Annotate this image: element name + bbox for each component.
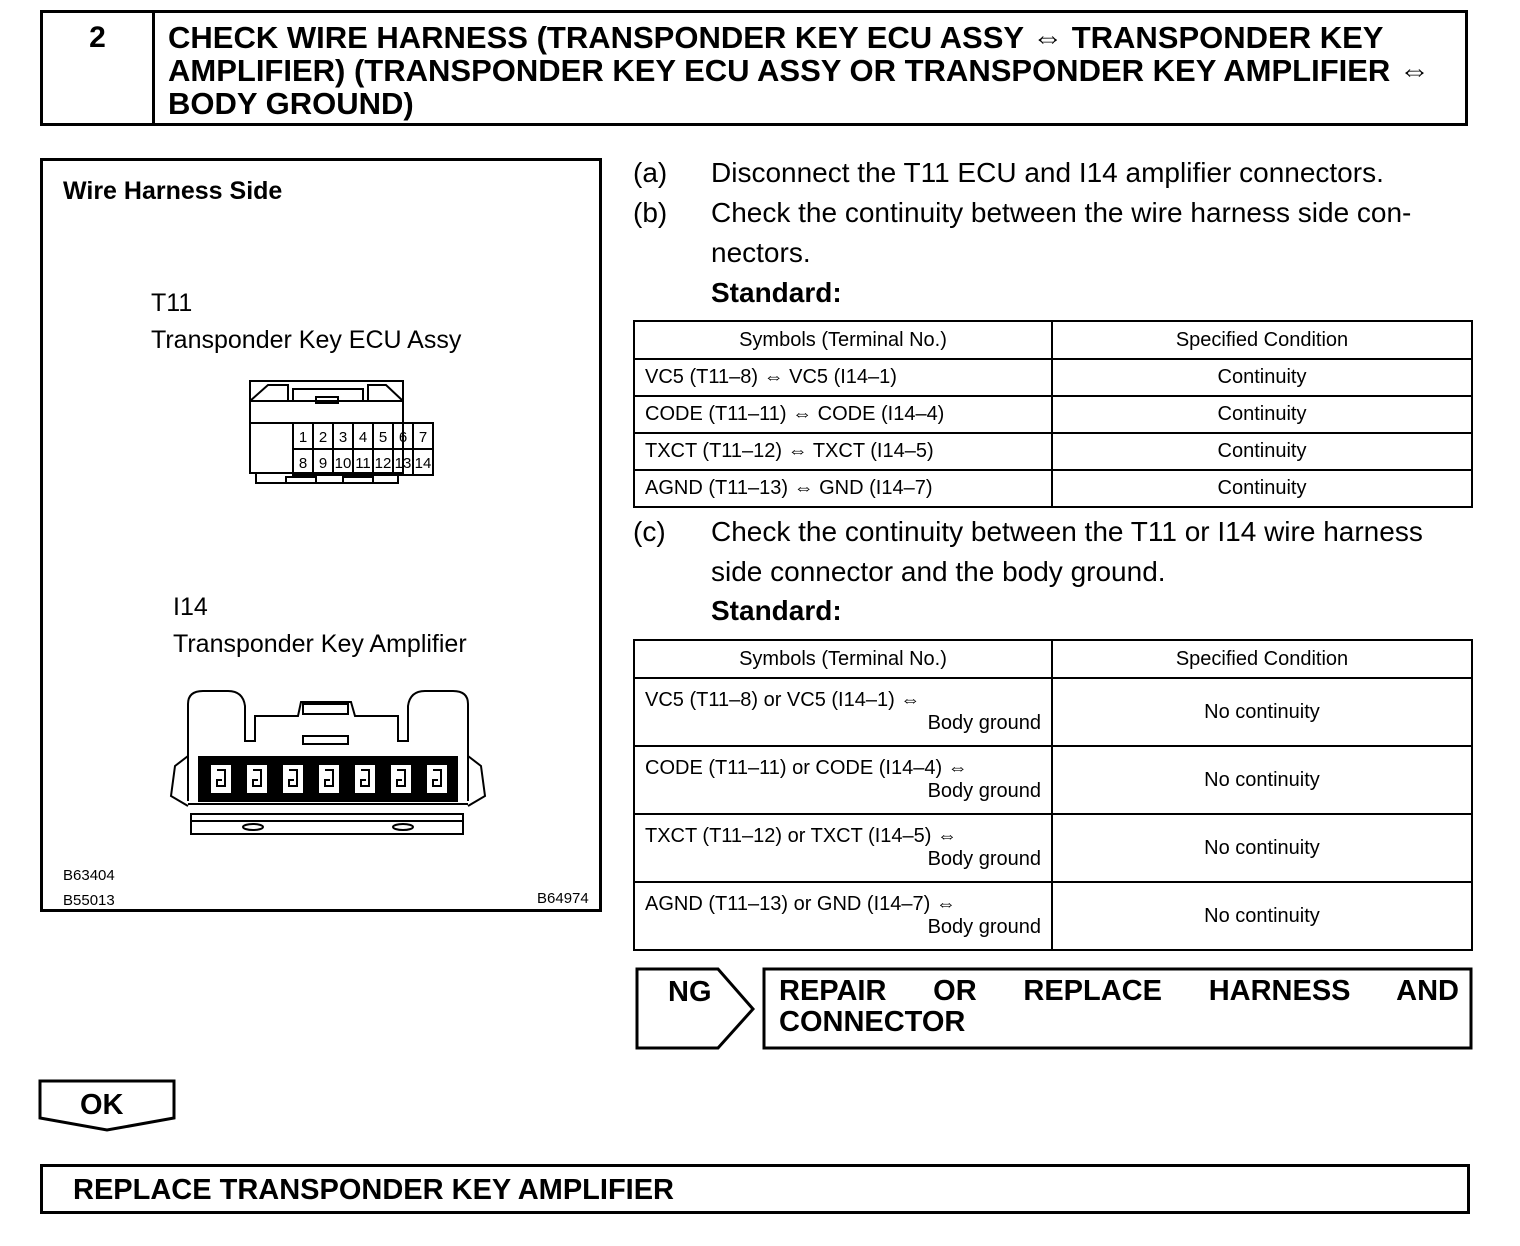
table-row (634, 359, 1472, 396)
table1-condition: Continuity (1052, 470, 1472, 507)
t11-pin-label: 9 (318, 455, 328, 472)
table-row (634, 396, 1472, 433)
t11-pin-label: 1 (298, 429, 308, 446)
ok-label: OK (80, 1089, 124, 1121)
table2-ground: Body ground (927, 848, 1041, 870)
step-b-line2: nectors. (711, 237, 811, 268)
table2-condition: No continuity (1052, 746, 1472, 814)
connector2-id: I14 (173, 593, 208, 621)
table1-symbol: CODE (T11–11) ⇔ CODE (I14–4) (634, 396, 1052, 433)
step-a-letter: (a) (633, 157, 668, 188)
step-a-text: Disconnect the T11 ECU and I14 amplifier connectors. (711, 157, 1384, 188)
ng-label: NG (668, 976, 712, 1008)
table1-symbol: VC5 (T11–8) ⇔ VC5 (I14–1) (634, 359, 1052, 396)
t11-pin-label: 7 (418, 429, 428, 446)
table1-condition: Continuity (1052, 359, 1472, 396)
table2-header-symbols: Symbols (Terminal No.) (634, 640, 1052, 678)
ng-action-text: REPAIR OR REPLACE HARNESS AND CONNECTOR (779, 975, 1459, 1038)
table2-symbol: AGND (T11–13) or GND (I14–7) ⇔ (645, 893, 956, 915)
table2-condition: No continuity (1052, 814, 1472, 882)
step-c-line1: Check the continuity between the T11 or I14 wire harness (711, 516, 1423, 547)
final-action-box (40, 1164, 1470, 1214)
t11-connector-diagram (238, 373, 432, 498)
table2-ground: Body ground (927, 780, 1041, 802)
figure-title: Wire Harness Side (63, 177, 283, 205)
table2-ground: Body ground (927, 916, 1041, 938)
table1-header-condition: Specified Condition (1052, 321, 1472, 359)
t11-pin-label: 14 (414, 455, 432, 472)
table-row (634, 470, 1472, 507)
table2-condition: No continuity (1052, 678, 1472, 746)
table-row (634, 746, 1472, 814)
step-c-line2: side connector and the body ground. (711, 556, 1166, 587)
table-row (634, 678, 1472, 746)
step-title: CHECK WIRE HARNESS (TRANSPONDER KEY ECU ASSY ⇔ TRANSPONDER KEY AMPLIFIER) (TRANSPONDER KEY ECU ASSY OR TRANSPONDER KEY AMPLIFIER ⇔ BODY GROUND) (168, 20, 1430, 121)
figure-code-3: B64974 (537, 890, 589, 907)
body-ground-spec-table (633, 639, 1473, 951)
table-row (634, 882, 1472, 950)
connector1-id: T11 (151, 289, 193, 317)
table-row (634, 814, 1472, 882)
table2-ground: Body ground (927, 712, 1041, 734)
t11-pin-label: 11 (355, 455, 371, 472)
table1-symbol: TXCT (T11–12) ⇔ TXCT (I14–5) (634, 433, 1052, 470)
wire-harness-figure (40, 158, 602, 912)
standard-label-1: Standard: (711, 277, 842, 308)
t11-pin-label: 6 (398, 429, 408, 446)
t11-pin-label: 3 (338, 429, 348, 446)
table1-condition: Continuity (1052, 396, 1472, 433)
table-row (634, 433, 1472, 470)
table1-symbol: AGND (T11–13) ⇔ GND (I14–7) (634, 470, 1052, 507)
t11-pin-label: 12 (374, 455, 392, 472)
step-b-letter: (b) (633, 197, 668, 228)
step-header (40, 10, 1468, 126)
connector2-name: Transponder Key Amplifier (173, 630, 467, 658)
table2-symbol: VC5 (T11–8) or VC5 (I14–1) ⇔ (645, 689, 921, 711)
table1-condition: Continuity (1052, 433, 1472, 470)
table2-symbol: CODE (T11–11) or CODE (I14–4) ⇔ (645, 757, 968, 779)
table2-condition: No continuity (1052, 882, 1472, 950)
final-action-text: REPLACE TRANSPONDER KEY AMPLIFIER (73, 1174, 674, 1206)
step-c-letter: (c) (633, 516, 666, 547)
step-b-line1: Check the continuity between the wire harness side con- (711, 197, 1412, 228)
t11-pin-label: 4 (358, 429, 368, 446)
step-number: 2 (43, 13, 155, 123)
t11-pin-label: 13 (394, 455, 412, 472)
t11-pin-label: 10 (334, 455, 352, 472)
t11-pin-label: 8 (298, 455, 308, 472)
table2-symbol: TXCT (T11–12) or TXCT (I14–5) ⇔ (645, 825, 957, 847)
table1-header-symbols: Symbols (Terminal No.) (634, 321, 1052, 359)
standard-label-2: Standard: (711, 595, 842, 626)
figure-code-1: B63404 (63, 867, 115, 884)
continuity-spec-table (633, 320, 1473, 508)
i14-connector-diagram (163, 686, 498, 846)
t11-pin-label: 5 (378, 429, 388, 446)
t11-pin-label: 2 (318, 429, 328, 446)
connector1-name: Transponder Key ECU Assy (151, 326, 462, 354)
figure-code-2: B55013 (63, 892, 115, 909)
table2-header-condition: Specified Condition (1052, 640, 1472, 678)
